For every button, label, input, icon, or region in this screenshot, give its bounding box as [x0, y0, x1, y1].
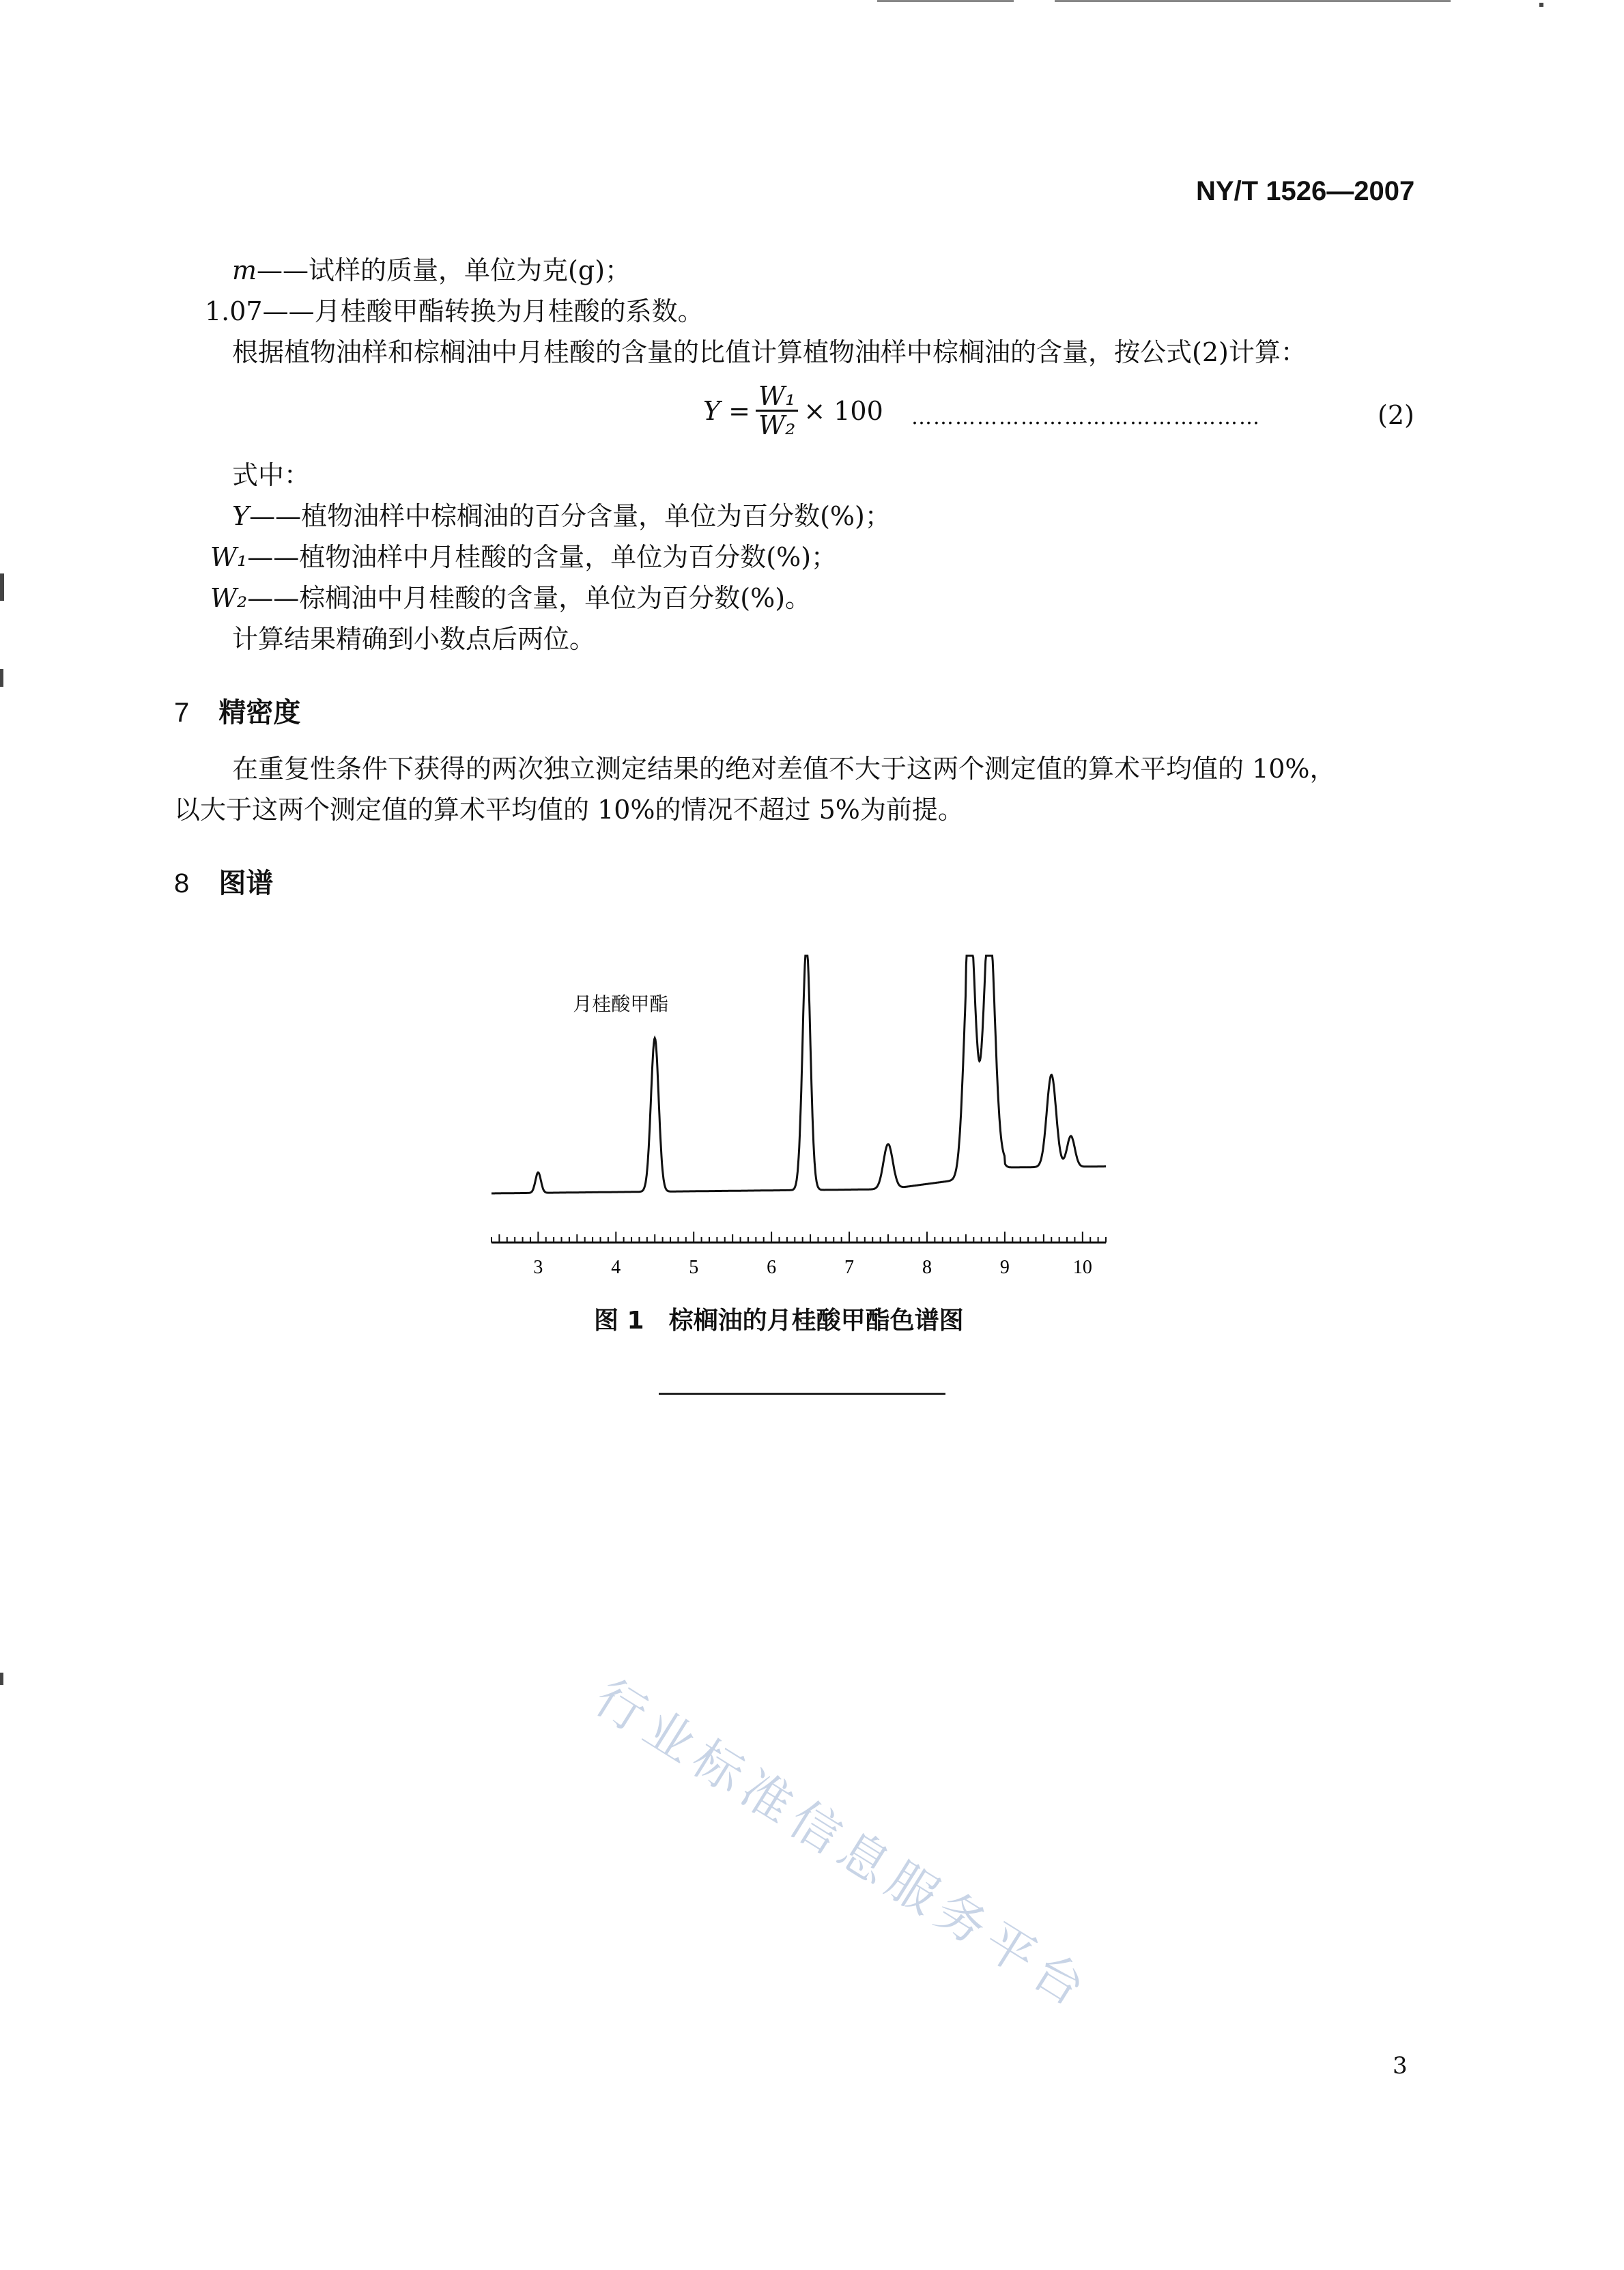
end-rule: [659, 1393, 945, 1395]
formula-2: [703, 382, 883, 439]
x-tick-label: 7: [844, 1257, 855, 1278]
scan-speck: [1539, 3, 1543, 7]
def-Y: [232, 500, 891, 533]
def-W1: [210, 541, 837, 573]
def-W2: [210, 582, 811, 614]
x-tick-label: 8: [922, 1257, 932, 1278]
def-m: [232, 254, 631, 287]
scan-speck: [0, 573, 4, 601]
def-symbol: W₂: [210, 583, 248, 613]
section-8-heading: [174, 862, 273, 900]
peak-label: 月桂酸甲酯: [573, 994, 669, 1015]
x-tick-label: 10: [1072, 1257, 1092, 1278]
formula-rhs: × 100: [803, 395, 883, 426]
x-tick-label: 4: [611, 1257, 621, 1278]
precision-line-1: 在重复性条件下获得的两次独立测定结果的绝对差值不大于这两个测定值的算术平均值的 10%，: [232, 754, 1336, 784]
where-label: 式中：: [232, 460, 311, 490]
chromatogram-trace: [492, 956, 1106, 1193]
def-text: ——植物油样中月桂酸的含量，单位为百分数(%)；: [247, 542, 838, 572]
scan-speck: [1055, 0, 1451, 2]
def-text: ——试样的质量，单位为克(g)；: [257, 255, 631, 285]
calc-paragraph: 根据植物油样和棕榈油中月桂酸的含量的比值计算植物油样中棕榈油的含量，按公式(2)计算：: [232, 337, 1307, 367]
formula-denominator: W₂: [758, 410, 796, 440]
result-note: 计算结果精确到小数点后两位。: [232, 624, 596, 654]
section-title: 图谱: [218, 868, 274, 899]
standard-number: NY/T 1526—2007: [1196, 176, 1415, 206]
section-number: 7: [174, 698, 190, 728]
watermark: 行业标准信息服务平台: [585, 1668, 1102, 2021]
x-tick-label: 3: [533, 1257, 543, 1278]
def-symbol: m: [232, 255, 257, 285]
figure-caption: 图 1 棕榈油的月桂酸甲酯色谱图: [594, 1307, 964, 1335]
def-symbol: Y: [232, 501, 250, 531]
x-tick-label: 5: [689, 1257, 699, 1278]
formula-number: (2): [1378, 400, 1414, 430]
x-axis-ticks: [492, 1232, 1106, 1243]
formula-leader-dots: …………………………………………: [911, 406, 1261, 429]
scan-speck: [0, 669, 3, 687]
x-axis-tick-labels: [533, 1257, 1092, 1278]
scan-speck: [877, 0, 1014, 2]
def-text: ——月桂酸甲酯转换为月桂酸的系数。: [262, 296, 704, 326]
section-title: 精密度: [218, 697, 301, 728]
formula-fraction: [756, 382, 798, 439]
precision-line-2: 以大于这两个测定值的算术平均值的 10%的情况不超过 5%为前提。: [174, 795, 964, 825]
def-coefficient: [205, 295, 704, 328]
scan-speck: [0, 1673, 3, 1685]
section-7-heading: [174, 691, 300, 730]
x-tick-label: 6: [767, 1257, 777, 1278]
formula-numerator: W₁: [756, 382, 798, 412]
def-text: ——植物油样中棕榈油的百分含量，单位为百分数(%)；: [249, 501, 891, 531]
chromatogram: [492, 956, 1120, 1278]
x-tick-label: 9: [999, 1257, 1010, 1278]
def-symbol: W₁: [210, 542, 248, 572]
def-text: ——棕榈油中月桂酸的含量，单位为百分数(%)。: [247, 583, 812, 613]
formula-lhs: Y =: [703, 395, 751, 426]
def-symbol: 1.07: [205, 296, 263, 326]
page-number: 3: [1393, 2052, 1408, 2080]
section-number: 8: [174, 868, 190, 898]
